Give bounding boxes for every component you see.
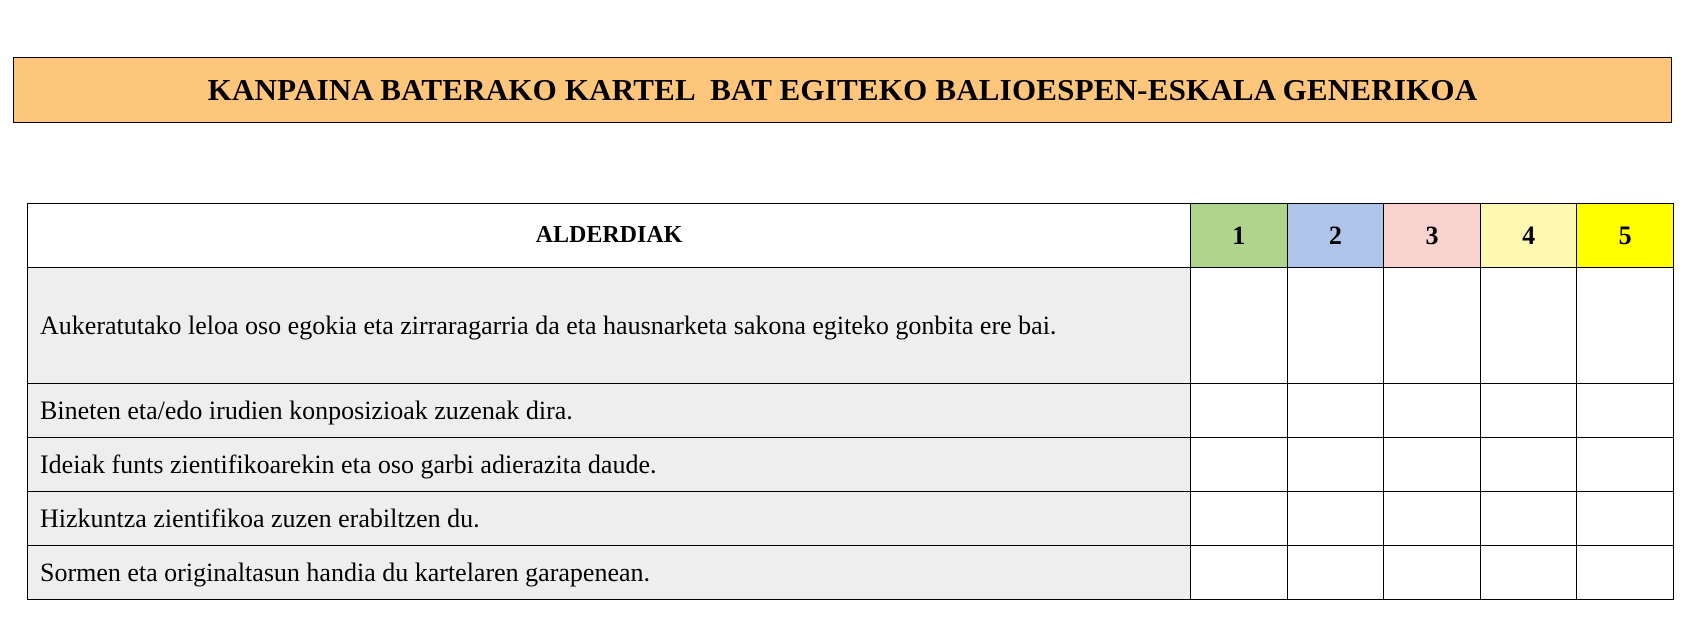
score-cell-1[interactable] — [1191, 546, 1288, 600]
score-cell-2[interactable] — [1287, 384, 1384, 438]
score-cell-4[interactable] — [1480, 546, 1577, 600]
rubric-table — [27, 203, 1674, 600]
score-cell-3[interactable] — [1384, 268, 1481, 384]
score-cell-4[interactable] — [1480, 438, 1577, 492]
score-cell-1[interactable] — [1191, 268, 1288, 384]
score-cell-1[interactable] — [1191, 384, 1288, 438]
aspect-cell: Ideiak funts zientifikoarekin eta oso garbi adierazita daude. — [28, 438, 1191, 492]
score-cell-5[interactable] — [1577, 438, 1674, 492]
score-cell-4[interactable] — [1480, 384, 1577, 438]
aspects-header: ALDERDIAK — [28, 204, 1191, 268]
score-cell-2[interactable] — [1287, 268, 1384, 384]
table-row — [28, 384, 1674, 438]
score-cell-2[interactable] — [1287, 492, 1384, 546]
aspect-cell: Sormen eta originaltasun handia du kartelaren garapenean. — [28, 546, 1191, 600]
score-header-2: 2 — [1287, 204, 1384, 268]
score-cell-3[interactable] — [1384, 384, 1481, 438]
table-row — [28, 438, 1674, 492]
header-row — [28, 204, 1674, 268]
table-row — [28, 492, 1674, 546]
score-header-5: 5 — [1577, 204, 1674, 268]
page-title: KANPAINA BATERAKO KARTEL BAT EGITEKO BALIOESPEN-ESKALA GENERIKOA — [207, 72, 1478, 107]
aspect-cell: Aukeratutako leloa oso egokia eta zirraragarria da eta hausnarketa sakona egiteko gonbita ere bai. — [28, 268, 1191, 384]
score-cell-5[interactable] — [1577, 492, 1674, 546]
score-cell-2[interactable] — [1287, 546, 1384, 600]
score-cell-4[interactable] — [1480, 268, 1577, 384]
score-cell-5[interactable] — [1577, 546, 1674, 600]
score-header-3: 3 — [1384, 204, 1481, 268]
score-cell-1[interactable] — [1191, 438, 1288, 492]
score-cell-2[interactable] — [1287, 438, 1384, 492]
score-header-4: 4 — [1480, 204, 1577, 268]
table-row — [28, 546, 1674, 600]
score-cell-1[interactable] — [1191, 492, 1288, 546]
aspect-cell: Hizkuntza zientifikoa zuzen erabiltzen du. — [28, 492, 1191, 546]
score-cell-3[interactable] — [1384, 438, 1481, 492]
score-header-1: 1 — [1191, 204, 1288, 268]
title-banner — [13, 57, 1672, 123]
aspect-cell: Bineten eta/edo irudien konposizioak zuzenak dira. — [28, 384, 1191, 438]
score-cell-5[interactable] — [1577, 384, 1674, 438]
score-cell-5[interactable] — [1577, 268, 1674, 384]
score-cell-3[interactable] — [1384, 546, 1481, 600]
score-cell-4[interactable] — [1480, 492, 1577, 546]
table-row — [28, 268, 1674, 384]
score-cell-3[interactable] — [1384, 492, 1481, 546]
